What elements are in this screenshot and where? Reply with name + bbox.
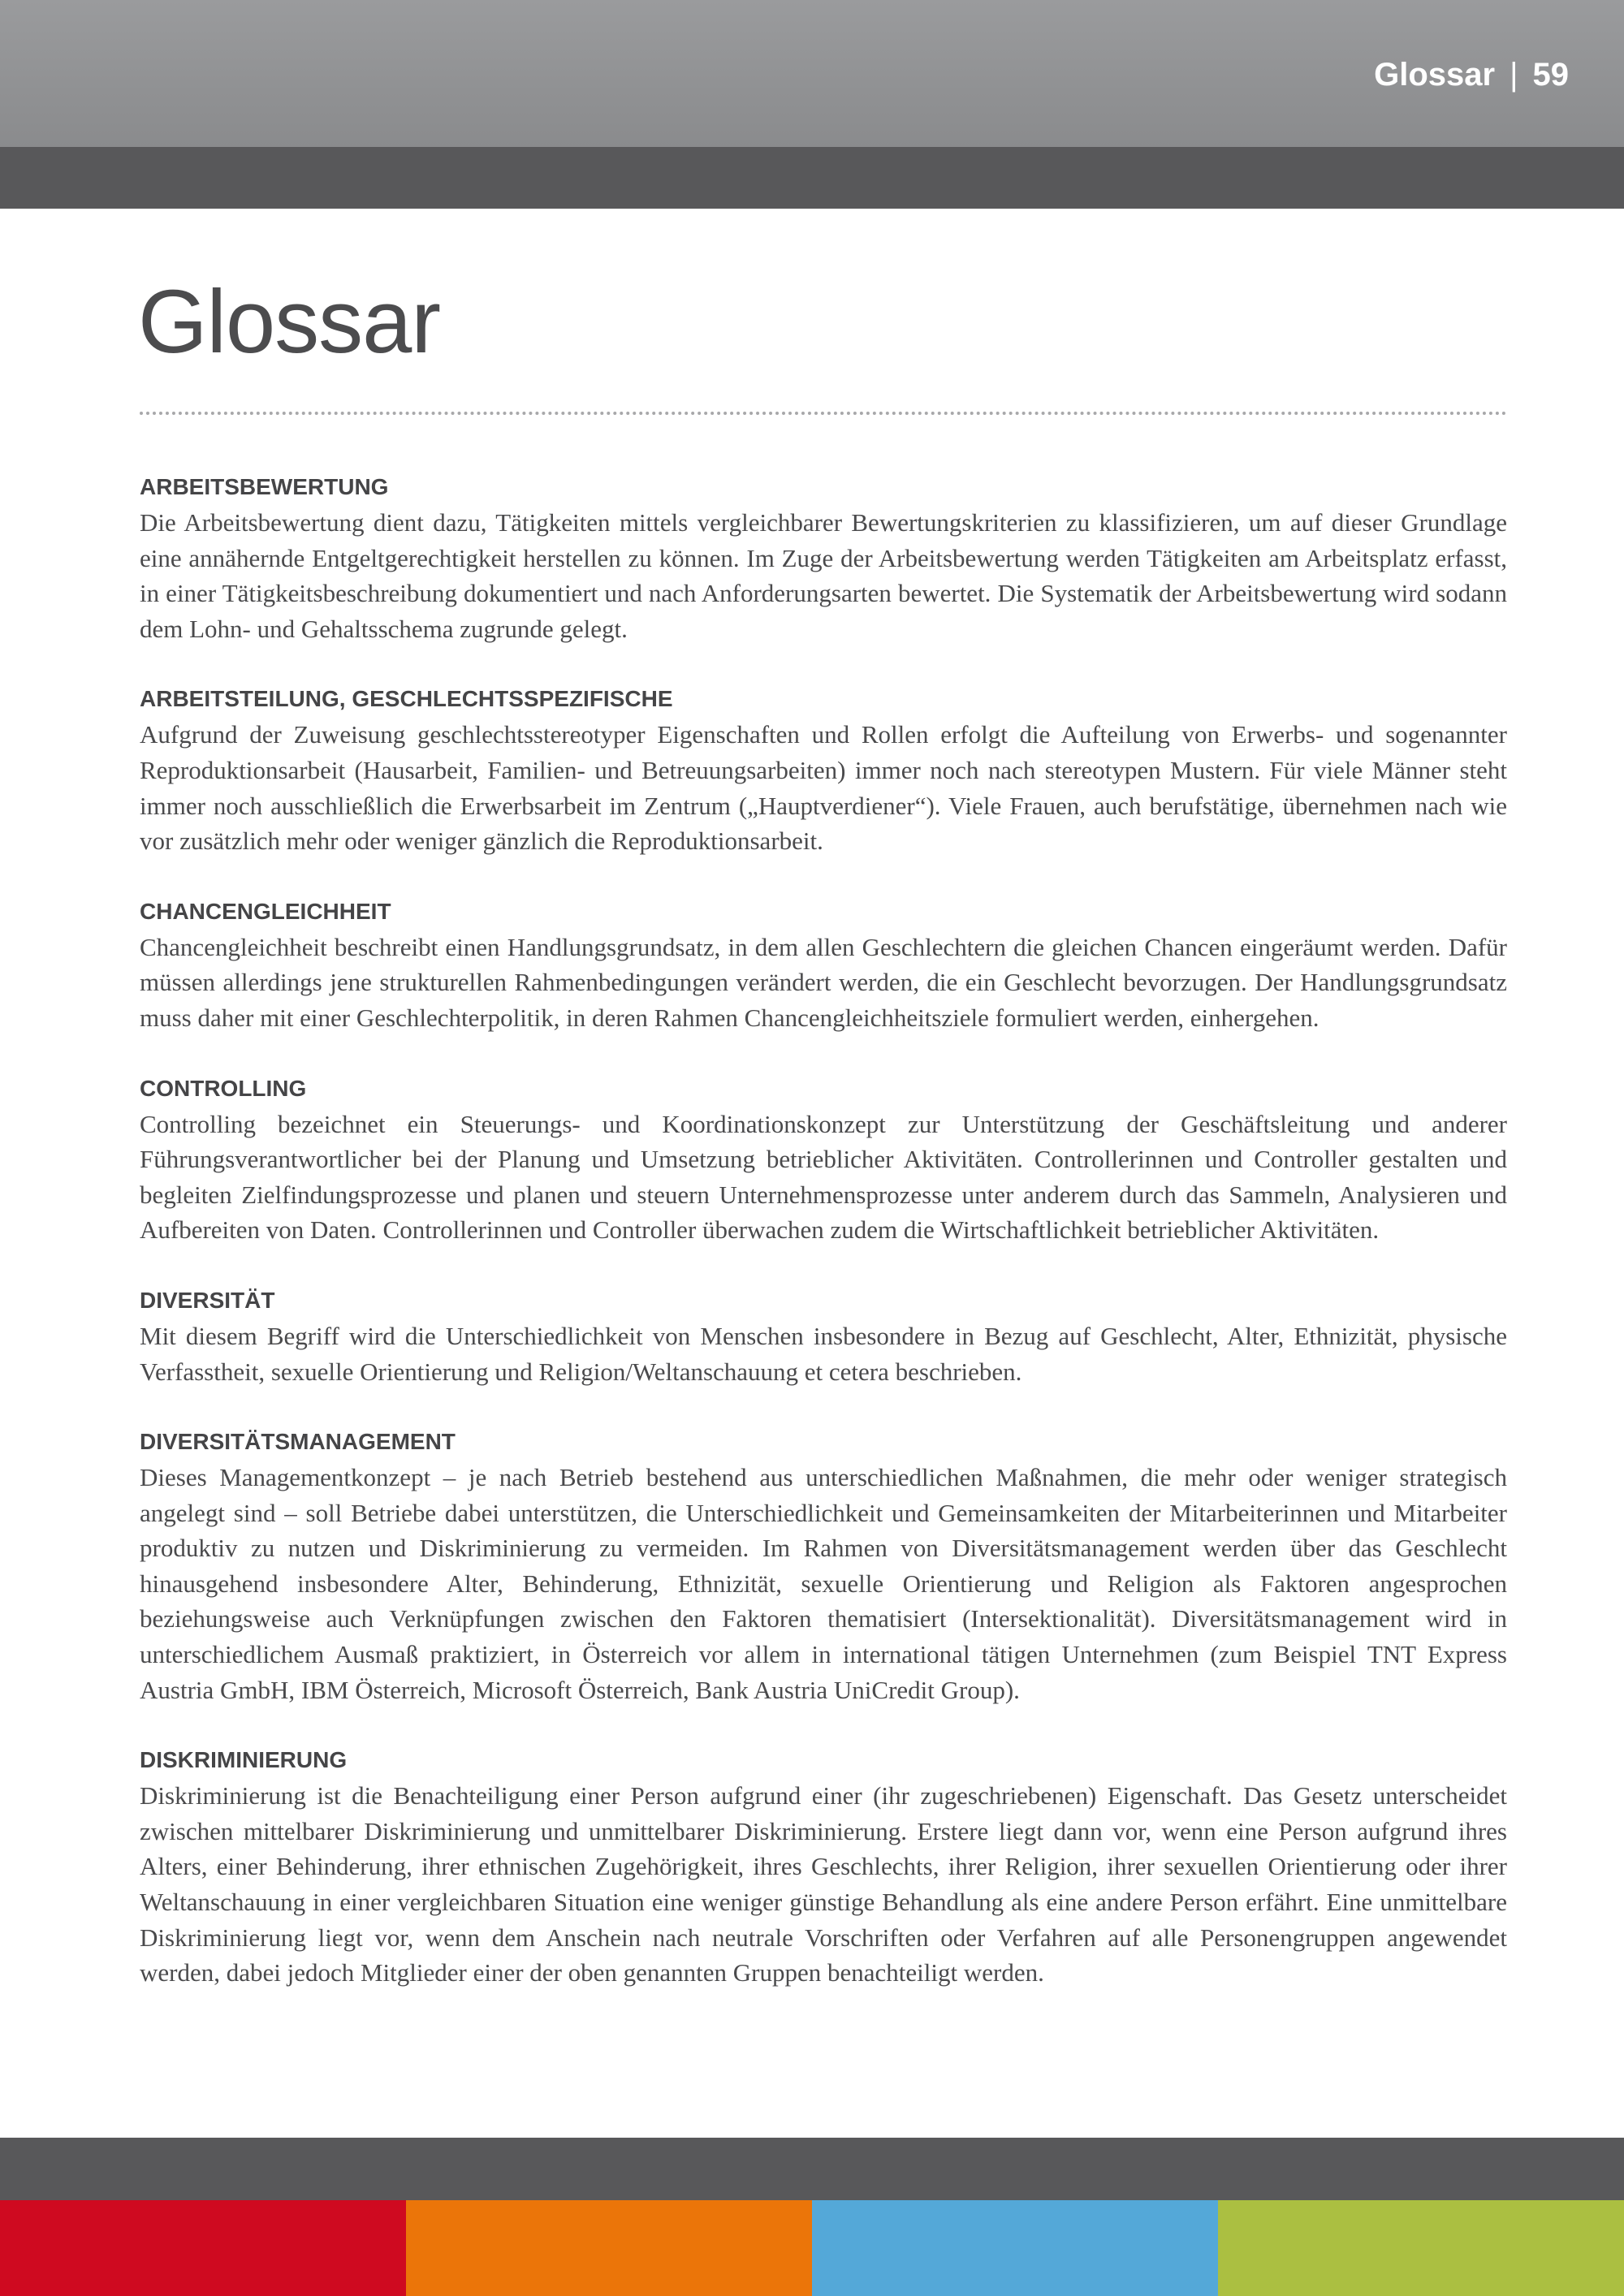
- running-head-separator: |: [1510, 57, 1518, 93]
- page-number: 59: [1532, 57, 1569, 93]
- glossary-term: DISKRIMINIERUNG: [140, 1747, 348, 1773]
- footer-dark-stripe: [0, 2138, 1624, 2200]
- glossary-list: [140, 469, 1507, 2026]
- glossary-entry: [140, 469, 1507, 646]
- glossary-definition: Diskriminierung ist die Benachteiligung einer Person aufgrund einer (ihr zugeschriebenen) Eigenschaft. Das Gesetz unterscheidet zwischen mittelbarer Diskriminierung und unmittelbarer Diskriminierung. Erstere liegt dann vor, wenn eine Person aufgrund ihres Alters, einer Behinderung, ihrer ethnischen Zugehörigkeit, ihres Geschlechts, ihrer Religion, ihrer sexuellen Orientierung oder ihrer Weltanschauung in einer vergleichbaren Situation eine weniger günstige Behandlung als eine andere Person erfährt. Eine unmittelbare Diskriminierung liegt vor, wenn dem Anschein nach neutrale Vorschriften oder Verfahren auf alle Personengruppen angewendet werden, dabei jedoch Mitglieder einer der oben genannten Gruppen benachteiligt werden.: [140, 1781, 1507, 1987]
- glossary-term: CHANCENGLEICHHEIT: [140, 898, 391, 924]
- glossary-definition: Dieses Managementkonzept – je nach Betrieb bestehend aus unterschiedlichen Maßnahmen, die mehr oder weniger strategisch angelegt sind – soll Betriebe dabei unterstützen, die Unterschiedlichkeit und Gemeinsamkeiten der Mitarbeiterinnen und Mitarbeiter produktiv zu nutzen und Diskriminierung zu vermeiden. Im Rahmen von Diversitätsmanagement werden über das Geschlecht hinausgehend insbesondere Alter, Behinderung, Ethnizität, sexuelle Orientierung und Religion als Faktoren angesprochen beziehungsweise auch Verknüpfungen zwischen den Faktoren thematisiert (Intersektionalität). Diversitätsmanagement wird in unterschiedlichem Ausmaß praktiziert, in Österreich vor allem in international tätigen Unternehmen (zum Beispiel TNT Express Austria GmbH, IBM Österreich, Microsoft Österreich, Bank Austria UniCredit Group).: [140, 1463, 1507, 1704]
- glossary-term: DIVERSITÄT: [140, 1287, 275, 1313]
- glossary-entry: [140, 1071, 1507, 1248]
- glossary-term: DIVERSITÄTSMANAGEMENT: [140, 1429, 456, 1455]
- glossary-definition: Chancengleichheit beschreibt einen Handlungsgrundsatz, in dem allen Geschlechtern die gleichen Chancen eingeräumt werden. Dafür müssen allerdings jene strukturellen Rahmenbedingungen verändert werden, die ein Geschlecht bevorzugen. Der Handlungsgrundsatz muss daher mit einer Geschlechterpolitik, in deren Rahmen Chancengleichheitsziele formuliert werden, einhergehen.: [140, 932, 1507, 1032]
- running-head-section: Glossar: [1374, 57, 1496, 93]
- glossary-definition: Controlling bezeichnet ein Steuerungs- und Koordinationskonzept zur Unterstützung der Geschäftsleitung und anderer Führungsverantwortlicher bei der Planung und Umsetzung betrieblicher Aktivitäten. Controllerinnen und Controller gestalten und begleiten Zielfindungsprozesse und planen und steuern Unternehmensprozesse unter anderem durch das Sammeln, Analysieren und Aufbereiten von Daten. Controllerinnen und Controller überwachen zudem die Wirtschaftlichkeit betrieblicher Aktivitäten.: [140, 1109, 1507, 1245]
- header-dark-stripe: [0, 147, 1624, 209]
- glossary-term: ARBEITSTEILUNG, GESCHLECHTSSPEZIFISCHE: [140, 686, 673, 712]
- glossary-entry: [140, 1283, 1507, 1389]
- running-head: [1374, 52, 1569, 97]
- glossary-entry: [140, 1742, 1507, 1991]
- footer-color-bar-blue: [812, 2200, 1218, 2296]
- page-title: Glossar: [138, 272, 440, 372]
- footer-color-bar-green: [1218, 2200, 1624, 2296]
- footer-color-bar-orange: [406, 2200, 812, 2296]
- glossary-definition: Aufgrund der Zuweisung geschlechtsstereotyper Eigenschaften und Rollen erfolgt die Aufteilung von Erwerbs- und sogenannter Reproduktionsarbeit (Hausarbeit, Familien- und Betreuungsarbeiten) immer noch nach stereotypen Mustern. Für viele Männer steht immer noch ausschließlich die Erwerbsarbeit im Zentrum („Hauptverdiener“). Viele Frauen, auch berufstätige, übernehmen nach wie vor zusätzlich mehr oder weniger gänzlich die Reproduktionsarbeit.: [140, 720, 1507, 856]
- glossary-definition: Mit diesem Begriff wird die Unterschiedlichkeit von Menschen insbesondere in Bezug auf Geschlecht, Alter, Ethnizität, physische Verfasstheit, sexuelle Orientierung und Religion/Weltanschauung et cetera beschrieben.: [140, 1321, 1507, 1386]
- dotted-divider: [140, 412, 1507, 415]
- glossary-term: CONTROLLING: [140, 1075, 307, 1101]
- glossary-entry: [140, 681, 1507, 858]
- glossary-entry: [140, 894, 1507, 1036]
- glossary-term: ARBEITSBEWERTUNG: [140, 474, 389, 499]
- footer-color-bar-red: [0, 2200, 406, 2296]
- glossary-definition: Die Arbeitsbewertung dient dazu, Tätigkeiten mittels vergleichbarer Bewertungskriterien zu klassifizieren, um auf dieser Grundlage eine annähernde Entgeltgerechtigkeit herstellen zu können. Im Zuge der Arbeitsbewertung werden Tätigkeiten am Arbeitsplatz erfasst, in einer Tätigkeitsbeschreibung dokumentiert und nach Anforderungsarten bewertet. Die Systematik der Arbeitsbewertung wird sodann dem Lohn- und Gehaltsschema zugrunde gelegt.: [140, 508, 1507, 643]
- glossary-entry: [140, 1424, 1507, 1707]
